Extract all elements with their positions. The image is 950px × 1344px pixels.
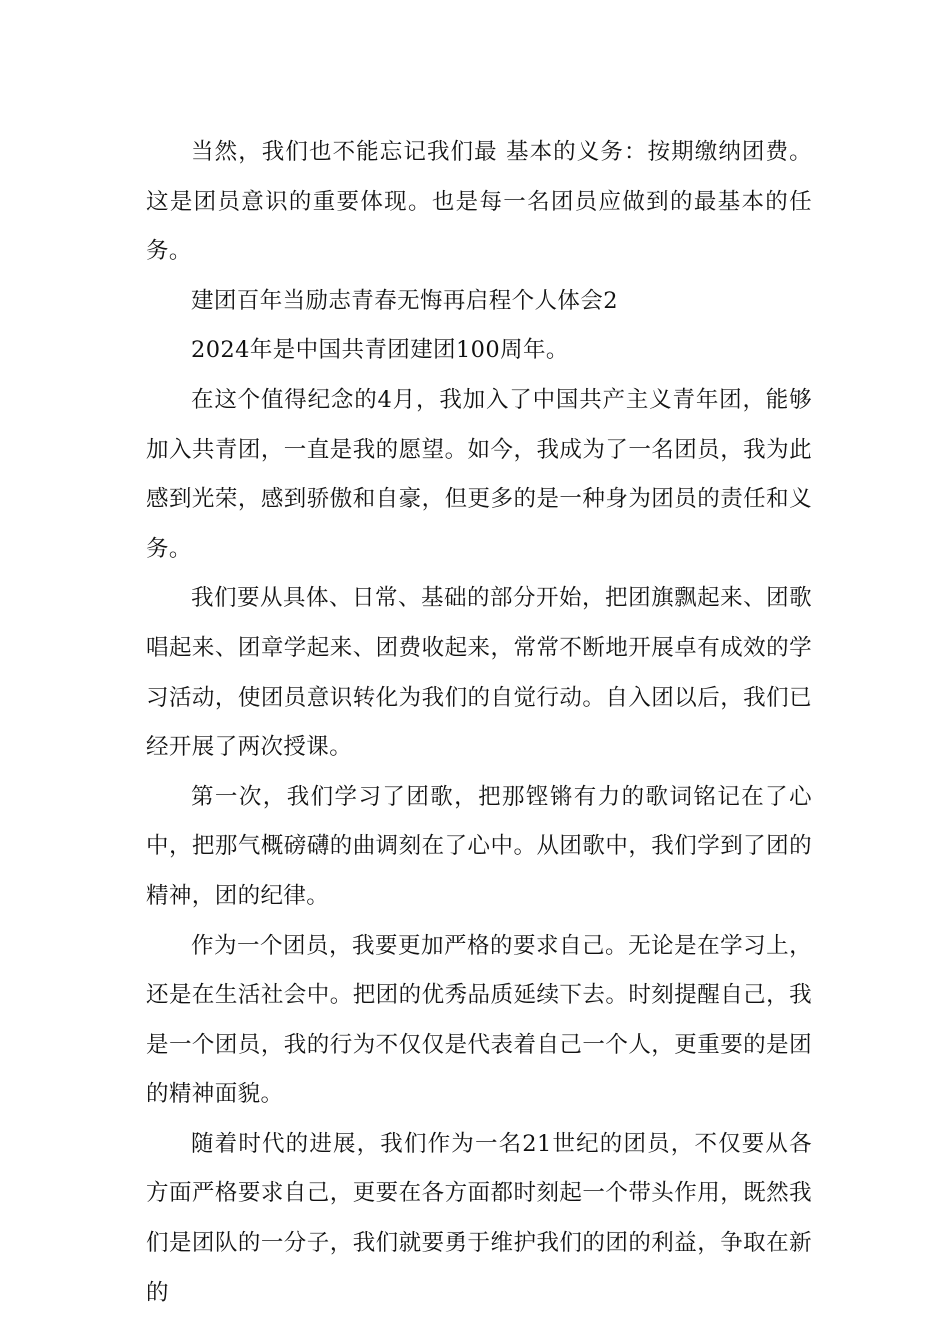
paragraph-new-era: 随着时代的进展，我们作为一名21世纪的团员，不仅要从各方面严格要求自己，更要在各方面都时刻起一个带头作用，既然我们是团队的一分子，我们就要勇于维护我们的团的利益，争取在新的: [146, 1130, 812, 1306]
paragraph-joining: 在这个值得纪念的4月，我加入了中国共产主义青年团，能够加入共青团，一直是我的愿望。如今，我成为了一名团员，我为此感到光荣，感到骄傲和自豪，但更多的是一种身为团员的责任和义务。: [146, 386, 812, 562]
paragraph-self-requirement: 作为一个团员，我要更加严格的要求自己。无论是在学习上，还是在生活社会中。把团的优秀品质延续下去。时刻提醒自己，我是一个团员，我的行为不仅仅是代表着自己一个人，更重要的是团的精神面貌。: [146, 932, 812, 1108]
section-heading: 建团百年当励志青春无悔再启程个人体会2: [191, 287, 618, 314]
paragraph-dues: 当然，我们也不能忘记我们最 基本的义务：按期缴纳团费。这是团员意识的重要体现。也是每一名团员应做到的最基本的任务。: [146, 139, 812, 265]
paragraph-activities: 我们要从具体、日常、基础的部分开始，把团旗飘起来、团歌唱起来、团章学起来、团费收起来，常常不断地开展卓有成效的学习活动，使团员意识转化为我们的自觉行动。自入团以后，我们已经开展了两次授课。: [146, 585, 812, 761]
paragraph-first-lesson: 第一次，我们学习了团歌，把那铿锵有力的歌词铭记在了心中，把那气概磅礴的曲调刻在了心中。从团歌中，我们学到了团的精神，团的纪律。: [146, 783, 812, 909]
document-body: [146, 128, 812, 1318]
paragraph-anniversary: 2024年是中国共青团建团100周年。: [191, 337, 569, 364]
